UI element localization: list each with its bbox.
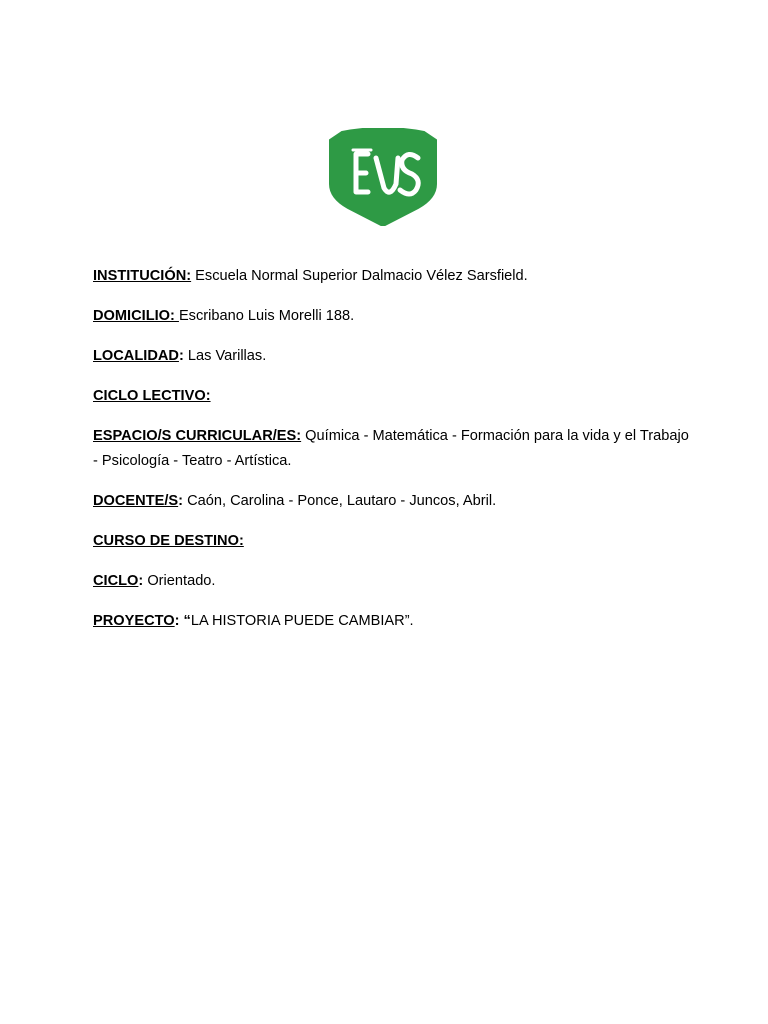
field-ciclo: [93, 569, 693, 594]
field-curso-destino: [93, 529, 693, 554]
field-docentes: [93, 489, 693, 514]
field-localidad: [93, 344, 693, 369]
field-separator: :: [178, 348, 184, 364]
field-value: Química - Matemática - Formación para la vida y el Trabajo - Psicología - Teatro - Artística.: [93, 428, 689, 469]
field-separator: : “: [174, 613, 191, 629]
field-label: INSTITUCIÓN:: [93, 268, 192, 284]
field-proyecto: [93, 609, 693, 634]
field-value: Orientado.: [143, 573, 216, 589]
field-label: CICLO: [93, 573, 139, 589]
field-label: CURSO DE DESTINO:: [93, 533, 244, 549]
field-separator: :: [138, 573, 144, 589]
shield-logo-icon: [326, 128, 440, 226]
field-label: CICLO LECTIVO:: [93, 388, 211, 404]
field-label: PROYECTO: [93, 613, 175, 629]
field-separator: :: [178, 493, 184, 509]
field-domicilio: [93, 304, 693, 329]
field-label: DOMICILIO:: [93, 308, 179, 324]
document-body: [93, 264, 693, 649]
field-value: Escribano Luis Morelli 188.: [178, 308, 355, 324]
school-logo: [326, 128, 440, 226]
field-espacios-curriculares: [93, 424, 693, 474]
field-value: Escuela Normal Superior Dalmacio Vélez Sarsfield.: [191, 268, 528, 284]
field-label: LOCALIDAD: [93, 348, 179, 364]
field-institucion: [93, 264, 693, 289]
field-value: Caón, Carolina - Ponce, Lautaro - Juncos, Abril.: [183, 493, 497, 509]
field-value: LA HISTORIA PUEDE CAMBIAR”.: [190, 613, 414, 629]
field-value: Las Varillas.: [183, 348, 267, 364]
field-ciclo-lectivo: [93, 384, 693, 409]
field-label: DOCENTE/S: [93, 493, 179, 509]
field-label: ESPACIO/S CURRICULAR/ES:: [93, 428, 302, 444]
